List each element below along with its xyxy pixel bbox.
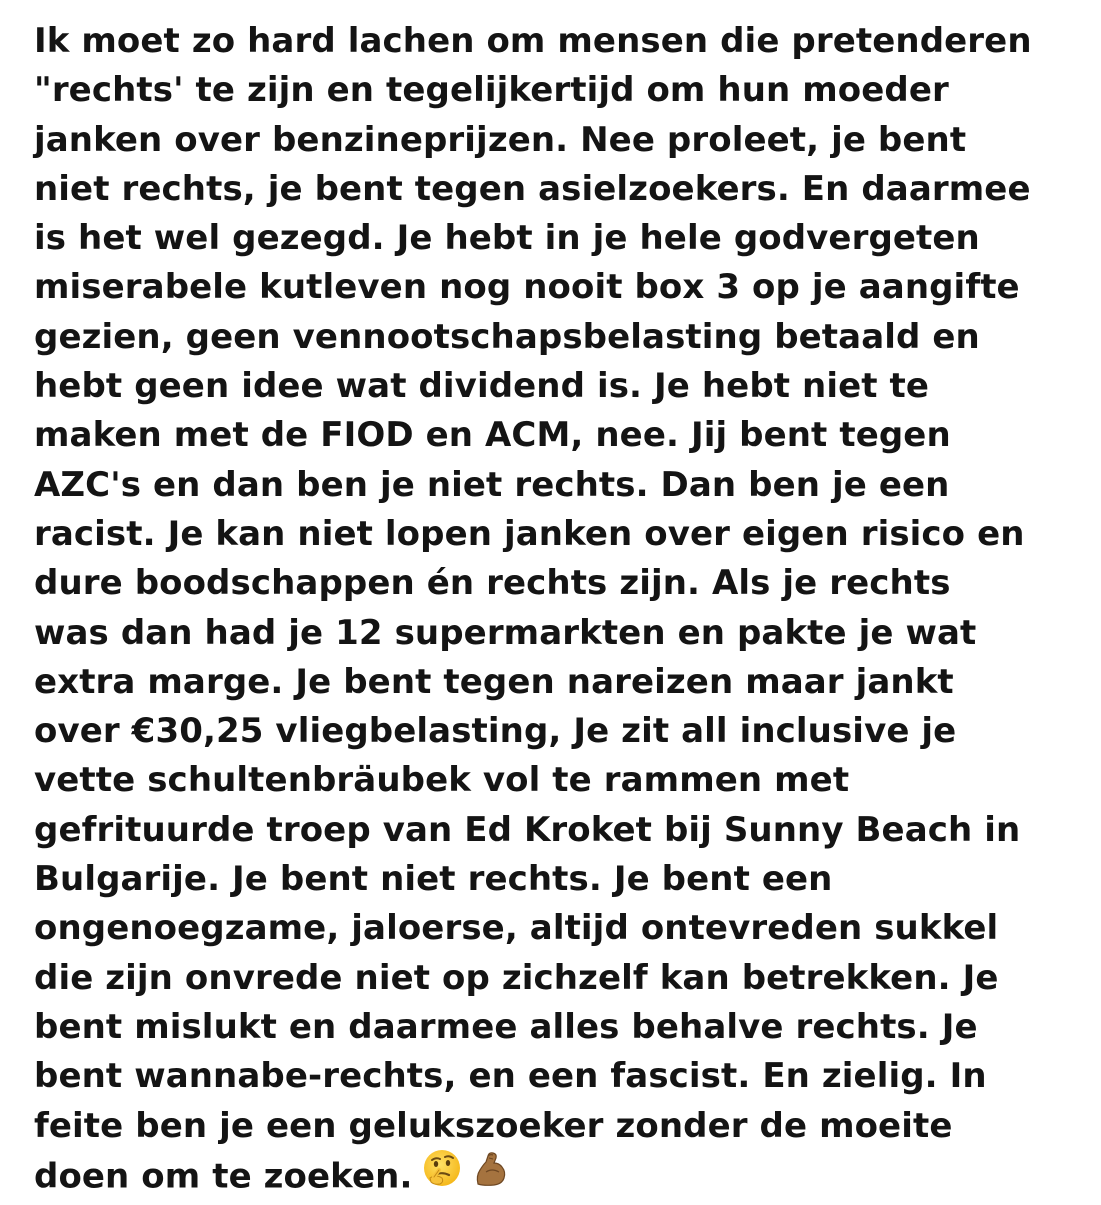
text-line: janken over benzineprijzen. Nee proleet, je bent	[34, 119, 967, 160]
text-line: bent mislukt en daarmee alles behalve rechts. Je	[34, 1006, 978, 1047]
text-line: AZC's en dan ben je niet rechts. Dan ben je een	[34, 464, 950, 505]
text-line: vette schultenbräubek vol te rammen met	[34, 760, 850, 801]
text-line: dure boodschappen én rechts zijn. Als je rechts	[34, 563, 951, 604]
text-line: bent wannabe-rechts, en een fascist. En zielig. In	[34, 1056, 987, 1097]
text-line: gezien, geen vennootschapsbelasting betaald en	[34, 316, 980, 357]
text-line: "rechts' te zijn en tegelijkertijd om hun moeder	[34, 70, 949, 111]
text-line: racist. Je kan niet lopen janken over eigen risico en	[34, 513, 1025, 554]
text-line: was dan had je 12 supermarkten en pakte je wat	[34, 612, 977, 653]
text-line: Ik moet zo hard lachen om mensen die pretenderen	[34, 21, 1032, 61]
text-line: ongenoegzame, jaloerse, altijd ontevreden sukkel	[34, 908, 999, 949]
flexed-biceps-emoji	[472, 1148, 510, 1202]
text-line: maken met de FIOD en ACM, nee. Jij bent tegen	[34, 415, 951, 456]
text-line: die zijn onvrede niet op zichzelf kan betrekken. Je	[34, 957, 999, 998]
last-text-line	[34, 1151, 1074, 1200]
post-text	[34, 17, 1074, 1200]
text-line: feite ben je een gelukszoeker zonder de moeite	[34, 1105, 953, 1146]
text-line: niet rechts, je bent tegen asielzoekers. En daarmee	[34, 168, 1031, 209]
text-line: over €30,25 vliegbelasting, Je zit all inclusive je	[34, 711, 957, 752]
text-line: Bulgarije. Je bent niet rechts. Je bent een	[34, 859, 833, 900]
text-line: miserabele kutleven nog nooit box 3 op je aangifte	[34, 267, 1020, 308]
text-line: hebt geen idee wat dividend is. Je hebt niet te	[34, 366, 930, 407]
thinking-face-emoji	[422, 1148, 462, 1202]
text-line-content: doen om te zoeken.	[34, 1156, 413, 1197]
text-line: gefrituurde troep van Ed Kroket bij Sunny Beach in	[34, 809, 1021, 850]
text-line: is het wel gezegd. Je hebt in je hele godvergeten	[34, 218, 980, 259]
text-line: extra marge. Je bent tegen nareizen maar jankt	[34, 661, 954, 702]
